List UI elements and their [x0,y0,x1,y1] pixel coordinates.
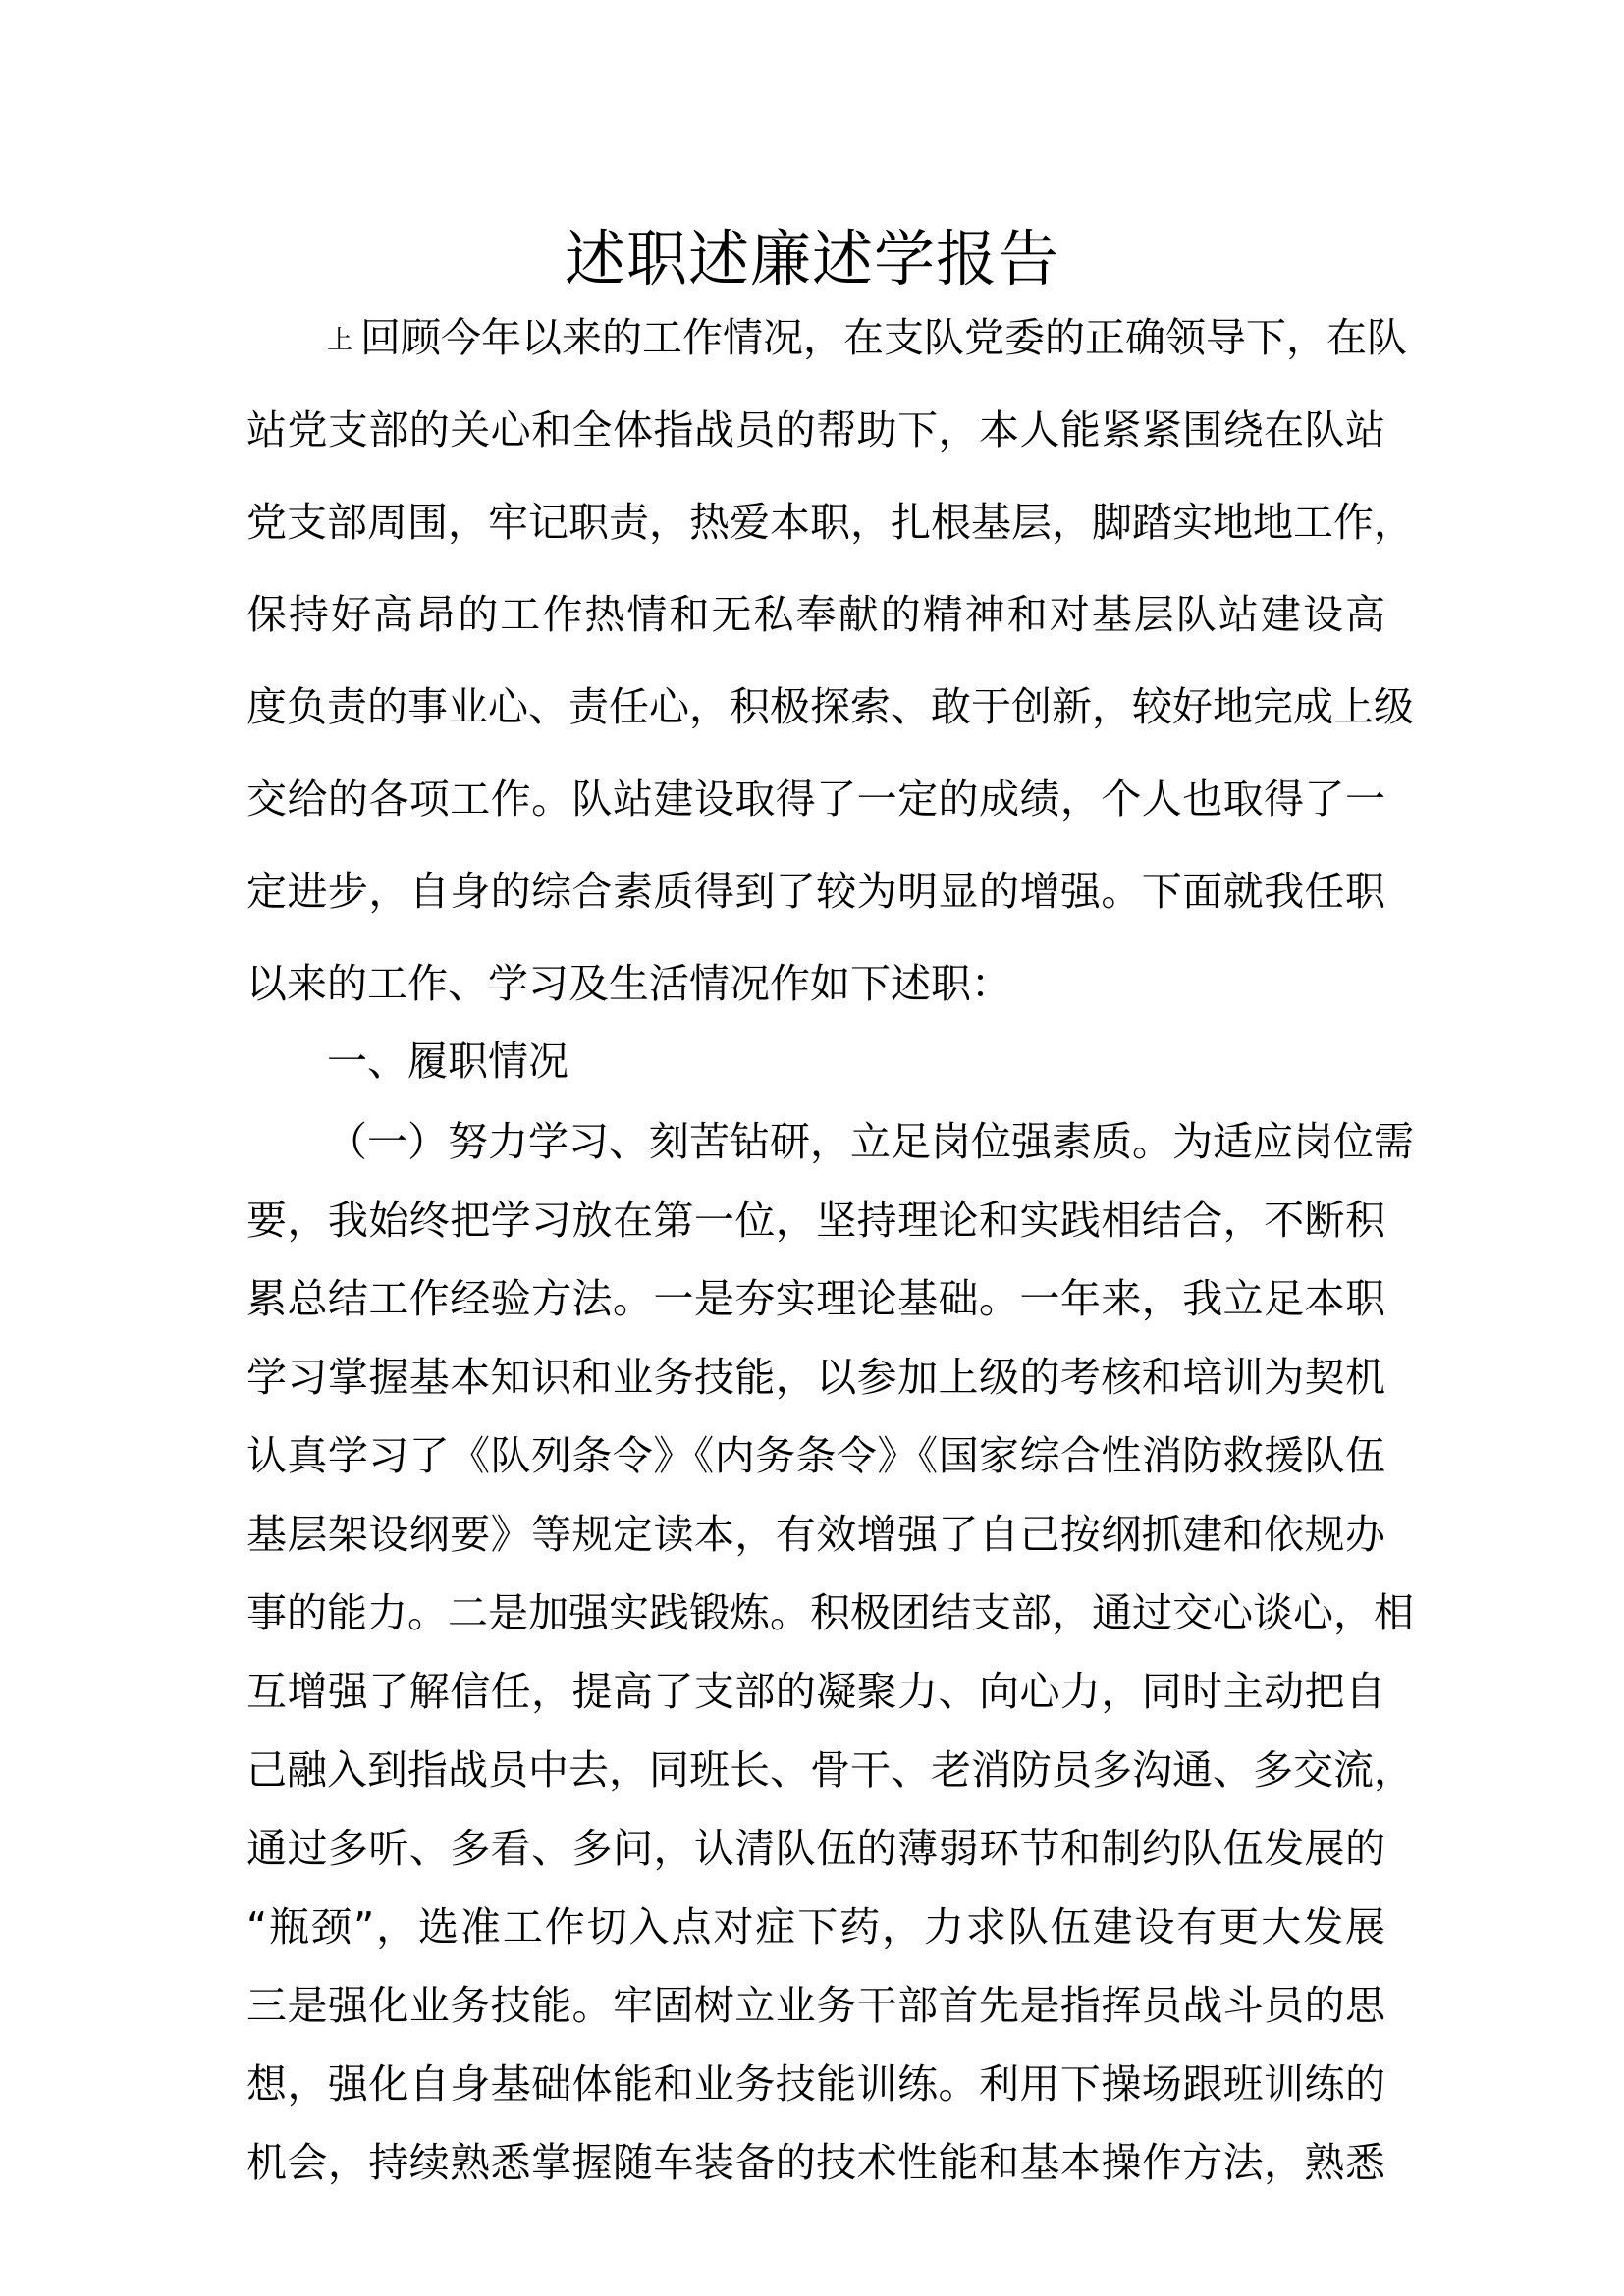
paragraph-line: 己融入到指战员中去，同班长、骨干、老消防员多沟通、多交流， [246,1746,1414,1793]
paragraph-line: 要，我始终把学习放在第一位，坚持理论和实践相结合，不断积 [246,1197,1385,1244]
line-text: 回顾今年以来的工作情况，在支队党委的正确领导下，在队 [360,314,1408,361]
paragraph-line: 事的能力。二是加强实践锻炼。积极团结支部，通过交心谈心，相 [246,1589,1414,1636]
paragraph-line: 互增强了解信任，提高了支部的凝聚力、向心力，同时主动把自 [246,1668,1385,1715]
paragraph-line: 三是强化业务技能。牢固树立业务干部首先是指挥员战斗员的思 [246,1982,1385,2029]
paragraph-line: 度负责的事业心、责任心，积极探索、敢于创新，较好地完成上级 [246,683,1414,730]
document-title: 述职述廉述学报告 [564,223,1059,294]
paragraph-line: 累总结工作经验方法。一是夯实理论基础。一年来，我立足本职 [246,1275,1385,1322]
paragraph-line: 想，强化自身基础体能和业务技能训练。利用下操场跟班训练的 [246,2060,1385,2108]
paragraph-line: 交给的各项工作。队站建设取得了一定的成绩，个人也取得了一 [246,775,1385,823]
margin-mark: 上 [327,326,353,355]
paragraph-line: （一）努力学习、刻苦钻研，立足岗位强素质。为适应岗位需 [327,1118,1414,1165]
paragraph-line: 保持好高昂的工作热情和无私奉献的精神和对基层队站建设高 [246,591,1385,638]
paragraph-line [327,303,1408,372]
paragraph-line: 定进步，自身的综合素质得到了较为明显的增强。下面就我任职 [246,868,1385,915]
paragraph-line: 党支部周围，牢记职责，热爱本职，扎根基层，脚踏实地地工作， [246,499,1414,546]
paragraph-line: 认真学习了《队列条令》《内务条令》《国家综合性消防救援队伍 [246,1432,1385,1479]
paragraph-line: 站党支部的关心和全体指战员的帮助下，本人能紧紧围绕在队站 [246,406,1385,454]
paragraph-line: 通过多听、多看、多问，认清队伍的薄弱环节和制约队伍发展的 [246,1825,1385,1872]
paragraph-line: 机会，持续熟悉掌握随车装备的技术性能和基本操作方法，熟悉 [246,2139,1385,2186]
paragraph-line: 学习掌握基本知识和业务技能，以参加上级的考核和培训为契机 [246,1354,1385,1401]
section-heading: 一、履职情况 [327,1038,568,1085]
paragraph-line: “瓶颈”，选准工作切入点对症下药，力求队伍建设有更大发展 [246,1903,1385,1950]
paragraph-line: 基层架设纲要》等规定读本，有效增强了自己按纲抓建和依规办 [246,1511,1385,1558]
paragraph-line: 以来的工作、学习及生活情况作如下述职： [246,960,1011,1007]
